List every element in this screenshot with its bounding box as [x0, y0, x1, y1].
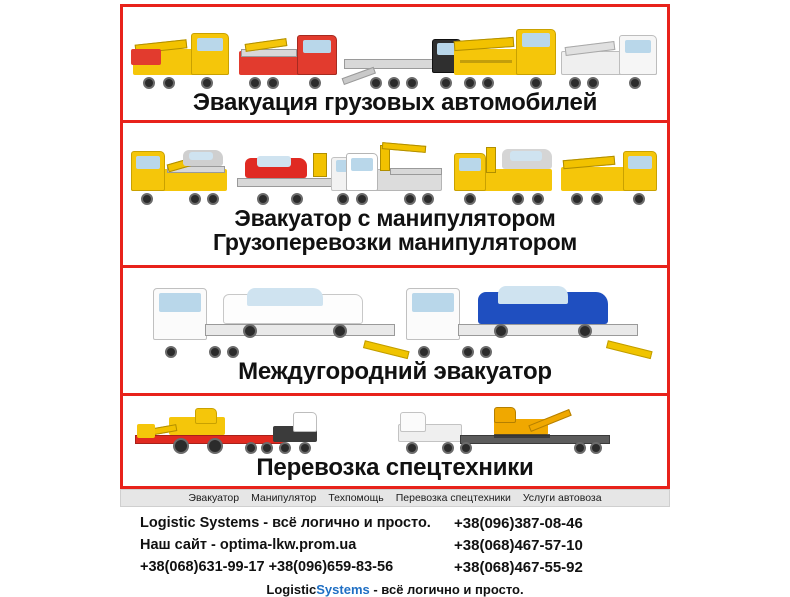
vehicle-truck-with-excavator-trailer [398, 398, 657, 454]
panel-1-caption [123, 89, 667, 120]
panel-2-caption-line-2: Грузоперевозки манипулятором [212, 228, 578, 255]
website-line: Наш сайт - optima-lkw.prom.ua [140, 536, 357, 553]
panel-4-caption-line-1: Перевозка спецтехники [256, 454, 534, 481]
secondary-phones-line: +38(068)631-99-17 +38(096)659-83-56 [140, 558, 394, 575]
vehicle-long-flatbed-tow-truck [342, 11, 448, 89]
chip-evacuator: Эвакуатор [188, 492, 240, 504]
company-slogan: Logistic Systems - всё логично и просто. [140, 515, 431, 531]
panel-3-caption-line-1: Междугородний эвакуатор [238, 358, 552, 385]
vehicle-white-flatbed-with-blue-crossover [400, 272, 643, 358]
panel-2-images [123, 123, 667, 205]
panel-3-caption [123, 358, 667, 389]
vehicle-yellow-manipulator-truck [127, 127, 233, 205]
vehicle-white-rotator-wrecker [557, 11, 663, 89]
chip-special-equipment-transport: Перевозка спецтехники [395, 492, 511, 504]
brand-name-part-1: Logistic [266, 582, 317, 597]
contact-right-column [450, 513, 670, 579]
footer [120, 489, 670, 597]
vehicle-yellow-knuckle-boom-truck [557, 127, 663, 205]
panel-intercity [123, 268, 667, 396]
vehicle-lowboy-with-wheel-loader [133, 398, 392, 454]
panel-4-caption [123, 454, 667, 485]
service-chip-bar [120, 489, 670, 507]
vehicle-red-car-on-flatbed [235, 127, 341, 205]
chip-tech-help: Техпомощь [328, 492, 384, 504]
vehicle-red-tow-truck [235, 11, 341, 89]
vehicle-white-flatbed-with-white-sedan [147, 272, 390, 358]
brand-tagline: - всё логично и просто. [369, 582, 524, 597]
vehicle-yellow-crane-wrecker [450, 9, 556, 89]
brand-name-part-2: Systems [316, 582, 370, 597]
panel-manipulator [123, 123, 667, 268]
contact-block [120, 507, 670, 579]
phone-1: +38(096)387-08-46 [454, 515, 583, 532]
panel-1-caption-line-1: Эвакуация грузовых автомобилей [192, 89, 598, 116]
panel-1-images [123, 7, 667, 89]
panel-2-caption-line-1: Эвакуатор с манипулятором [234, 205, 556, 231]
phone-2: +38(068)467-57-10 [454, 537, 583, 555]
vehicle-grey-crane-truck [342, 127, 448, 205]
panel-3-images [123, 268, 667, 358]
panel-truck-towing [123, 7, 667, 123]
panel-2-caption [123, 205, 667, 259]
vehicle-yellow-crane-with-suv [450, 127, 556, 205]
chip-car-carrier-services: Услуги автовоза [522, 492, 602, 504]
chip-manipulator: Манипулятор [251, 492, 317, 504]
panel-special-equipment [123, 396, 667, 486]
phone-3: +38(068)467-55-92 [454, 559, 583, 577]
panel-stack [120, 4, 670, 489]
panel-4-images [123, 396, 667, 454]
contact-left-column [120, 513, 450, 579]
vehicle-yellow-heavy-wrecker [127, 11, 233, 89]
brand-footer-line [120, 579, 670, 597]
